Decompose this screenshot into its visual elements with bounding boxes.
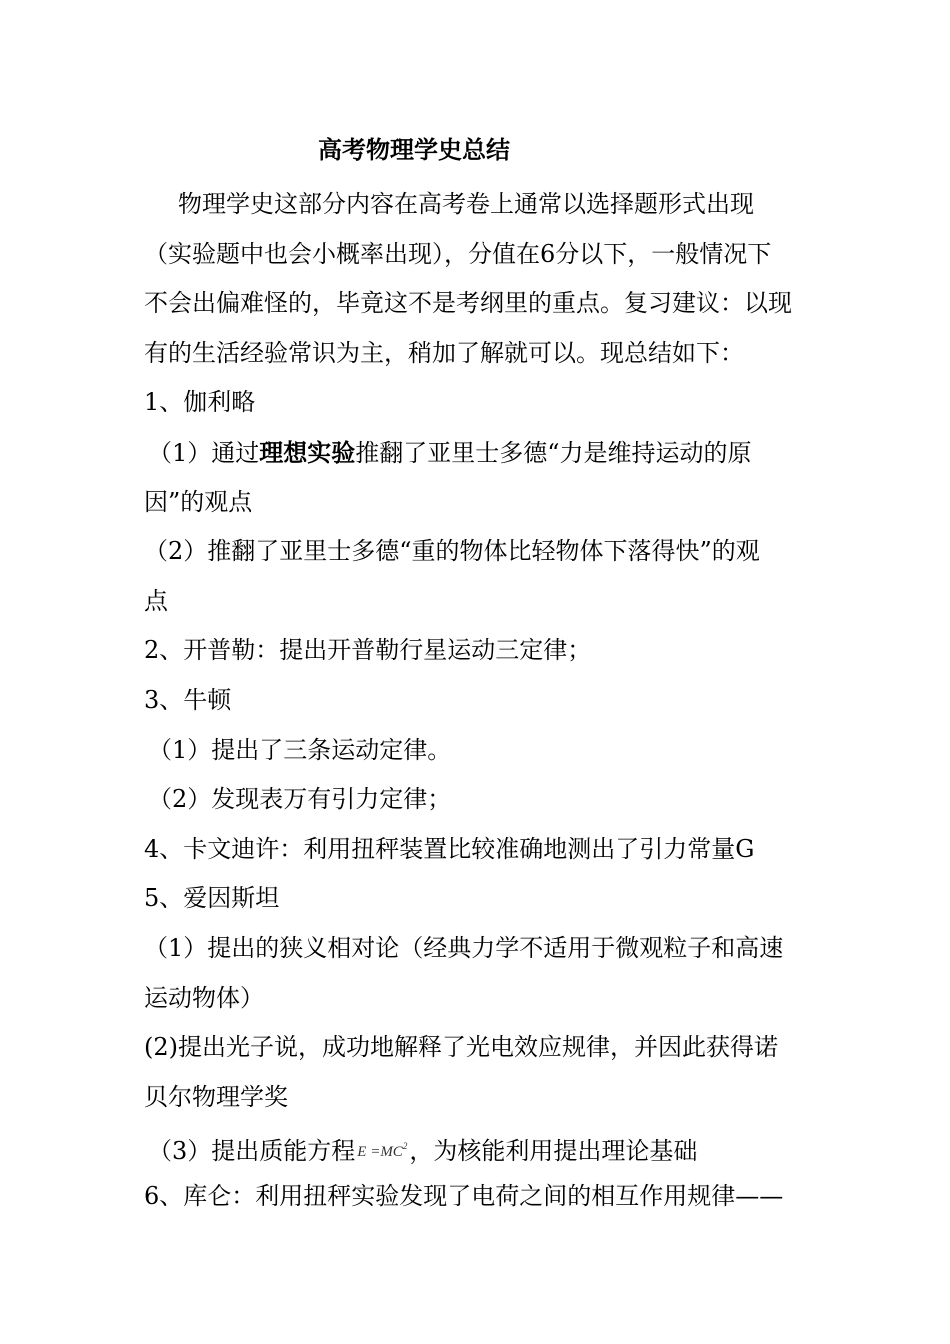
kepler-item: 2、开普勒：提出开普勒行星运动三定律； [144,636,592,665]
ideal-experiment-bold: 理想实验 [259,437,356,467]
einstein-point-2-continued: 贝尔物理学奖 [144,1082,288,1111]
formula-base: E =MC [357,1144,403,1161]
coulomb-item: 6、库仑：利用扭秤实验发现了电荷之间的相互作用规律—— [144,1181,784,1210]
galileo-heading: 1、伽利略 [144,388,256,417]
intro-line-4: 有的生活经验常识为主，稍加了解就可以。现总结如下： [144,338,744,367]
document-body [144,180,814,1221]
galileo-point-1-suffix: 推翻了亚里士多德“力是维持运动的原 [355,438,752,467]
galileo-point-1-continued: 因”的观点 [144,487,253,516]
newton-heading: 3、牛顿 [144,685,232,714]
einstein-point-3-prefix: （3）提出质能方程 [148,1137,356,1166]
galileo-point-1-prefix: （1）通过 [148,438,260,467]
einstein-point-3-suffix: ，为核能利用提出理论基础 [409,1137,698,1166]
einstein-point-3 [144,1122,814,1172]
einstein-point-2: (2)提出光子说，成功地解释了光电效应规律，并因此获得诺 [144,1033,778,1062]
intro-line-2: （实验题中也会小概率出现），分值在6分以下，一般情况下 [144,239,772,268]
mass-energy-formula [355,1122,409,1178]
intro-line-1: 物理学史这部分内容在高考卷上通常以选择题形式出现 [178,190,754,218]
galileo-point-2-continued: 点 [144,586,168,615]
document-title: 高考物理学史总结 [318,135,510,164]
cavendish-item: 4、卡文迪许：利用扭秤装置比较准确地测出了引力常量G [144,834,755,863]
newton-point-1: （1）提出了三条运动定律。 [148,735,452,764]
einstein-heading: 5、爱因斯坦 [144,884,280,913]
galileo-point-1 [144,428,814,478]
formula-exponent: 2 [402,1141,408,1152]
newton-point-2: （2）发现表万有引力定律； [148,785,452,814]
galileo-point-2: （2）推翻了亚里士多德“重的物体比轻物体下落得快”的观 [144,537,760,566]
einstein-point-1: （1）提出的狭义相对论（经典力学不适用于微观粒子和高速 [144,933,784,962]
einstein-point-1-continued: 运动物体） [144,983,264,1012]
intro-line-3: 不会出偏难怪的，毕竟这不是考纲里的重点。复习建议：以现 [144,289,792,318]
